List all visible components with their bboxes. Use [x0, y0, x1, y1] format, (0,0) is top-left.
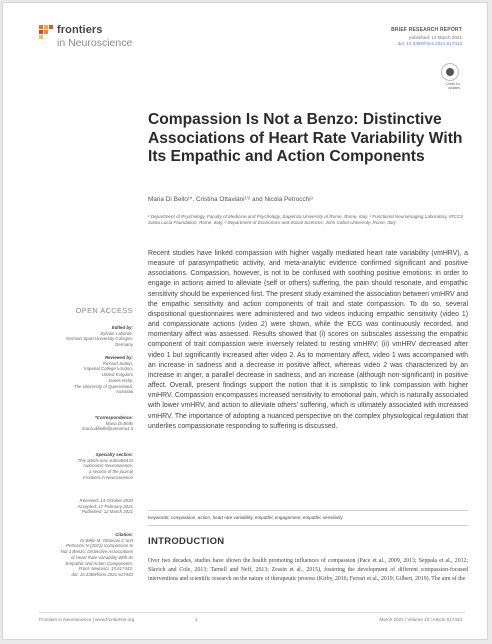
reviewed-by-label: Reviewed by: [104, 355, 133, 360]
footer-journal[interactable]: Frontiers in Neuroscience | www.frontiersin.org [39, 617, 135, 622]
intro-heading: INTRODUCTION [148, 536, 225, 547]
open-access-label: OPEN ACCESS [75, 306, 133, 315]
article-type: BRIEF RESEARCH REPORT [391, 27, 462, 33]
specialty-line: Frontiers in Neuroscience [82, 474, 133, 480]
reviewer-line: United Kingdom [101, 372, 133, 378]
reviewer-line: James Kirby, [107, 377, 133, 383]
reviewer-line: Australia [115, 389, 133, 395]
edited-by [43, 325, 133, 348]
article-title: Compassion Is Not a Benzo: Distinctive Associations of Heart Rate Variability With Its Empathic and Action Components [148, 111, 463, 165]
citation [43, 532, 133, 578]
specialty-line: Autonomic Neuroscience, [82, 463, 133, 469]
editor-line: Sylvain Laborde, [100, 330, 133, 336]
correspondence-label: *Correspondence: [94, 415, 133, 420]
footer-divider [39, 612, 465, 613]
page-number: 1 [195, 617, 198, 622]
affiliations: ¹ Department of Psychology, Faculty of Medicine and Psychology, Sapienza University of Rome, Rome, Italy, ² Functional Neuroimaging Laboratory, IRCCS Santa Lucia Foundation, Rome, Italy, ³ Department of Economics and Social Sciences, John Cabot University, Rome, Italy [148, 214, 464, 226]
keywords: Keywords: compassion, action, heart rate variability, empathic engagement, empathic sensitivity [148, 515, 343, 520]
intro-text: Over two decades, studies have shown the health promoting influences of compassion (Pace et al., 2009, 2013; Seppala et al., 2012; Slavich and Cole, 2013; Tarnell and Neff, 2013; Zessin et al., 2015), fostering the development of different compassion-focused interventions and scientific research on the nature of therapeutic process (Kirby, 2016; Ferrari et al., 2019; Gilbert, 2019). The aim of the [148, 558, 468, 583]
specialty-section [43, 452, 133, 481]
editor-line: Germany [114, 342, 133, 348]
journal-name: in Neuroscience [57, 37, 133, 49]
specialty-line: a section of the journal [88, 469, 133, 475]
author-list: Maria Di Bello¹*, Cristina Ottaviani¹ʼ² and Nicola Petrocchi³ [148, 196, 313, 203]
article-page [2, 2, 488, 640]
reviewer-line: The University of Queensland, [73, 383, 133, 389]
correspondence-email[interactable]: maria.dibello@uniroma1.it [81, 426, 133, 432]
received-date: Received: 14 October 2020 [79, 498, 133, 503]
accepted-date: Accepted: 17 February 2021 [77, 503, 133, 509]
publish-date: published: 12 March 2021 [409, 35, 462, 40]
specialty-label: Specialty section: [95, 452, 133, 457]
divider [148, 510, 468, 511]
abstract: Recent studies have linked compassion with higher vagally mediated heart rate variability (vmHRV), a measure of parasympathetic activity, and meta-analytic evidence confirmed significant and positive associations. Compassion, however, is not to be confused with soothing positive emotions: in order to engage in actions aimed to alleviate (self or others) suffering, the pain should resonate, and empathic sensitivity should be experienced first. The present study examined the association between vmHRV and the empathic sensitivity and action components of trait and state compassion. To do so, several dispositional questionnaires were administered and two videos inducing empathic sensitivity (video 1) and compassionate actions (video 2) were shown, while the ECG was continuously recorded, and momentary affect was assessed. Results showed that (i) scores on subscales assessing the empathic component of trait compassion were inversely related to resting vmHRV; (ii) vmHRV decreased after video 1 but significantly increased after video 2. As to momentary affect, video 1 was accompanied with an increase in sadness and a decrease in positive affect, whereas video 2 was characterized by an increase in anger, a parallel decrease in sadness, and an increase (although non-significant) in positive affect. Overall, present findings support the notion that it is simplistic to link compassion with higher vmHRV. Compassion encompasses increased sensitivity to emotional pain, which is naturally associated with lower vmHRV, and action to alleviate others' suffering, which is ultimately associated with increased vmHRV. The importance of adopting a nuanced perspective on the complex physiological regulation that underlies compassionate responding to suffering is discussed. [148, 250, 468, 430]
check-updates-icon[interactable] [441, 63, 459, 81]
citation-doi[interactable]: doi: 10.3389/fnins.2021.617443 [71, 571, 133, 577]
reviewer-line: Richard Sutton, [102, 360, 133, 366]
citation-line: Front. Neurosci. 15:617443. [78, 566, 133, 572]
reviewer-line: Imperial College London, [84, 366, 133, 372]
frontiers-logo-icon [39, 25, 53, 39]
citation-line: of Heart Rate Variability With Its [70, 554, 133, 560]
correspondence-name: Maria Di Bello [105, 420, 133, 426]
citation-line: Empathic and Action Components. [65, 560, 133, 566]
specialty-line: This article was submitted to [77, 457, 133, 463]
doi-link[interactable]: doi: 10.3389/fnins.2021.617443 [397, 41, 462, 46]
dates [43, 498, 133, 515]
citation-label: Citation: [115, 532, 133, 537]
edited-by-label: Edited by: [111, 325, 133, 330]
citation-line: Petrocchi N (2021) Compassion Is [66, 543, 133, 549]
journal-brand: frontiers [57, 24, 103, 36]
published-date: Published: 12 March 2021 [81, 509, 133, 515]
citation-line: Di Bello M, Ottaviani C and [80, 537, 133, 543]
reviewed-by [43, 355, 133, 395]
check-updates-label: Check for updates [445, 82, 460, 90]
footer-issue: March 2021 | Volume 15 | Article 617443 [379, 617, 462, 622]
editor-line: German Sport University Cologne, [66, 336, 133, 342]
citation-line: Not a Benzo: Distinctive Associations [60, 549, 133, 555]
correspondence [43, 415, 133, 432]
divider [148, 525, 468, 526]
